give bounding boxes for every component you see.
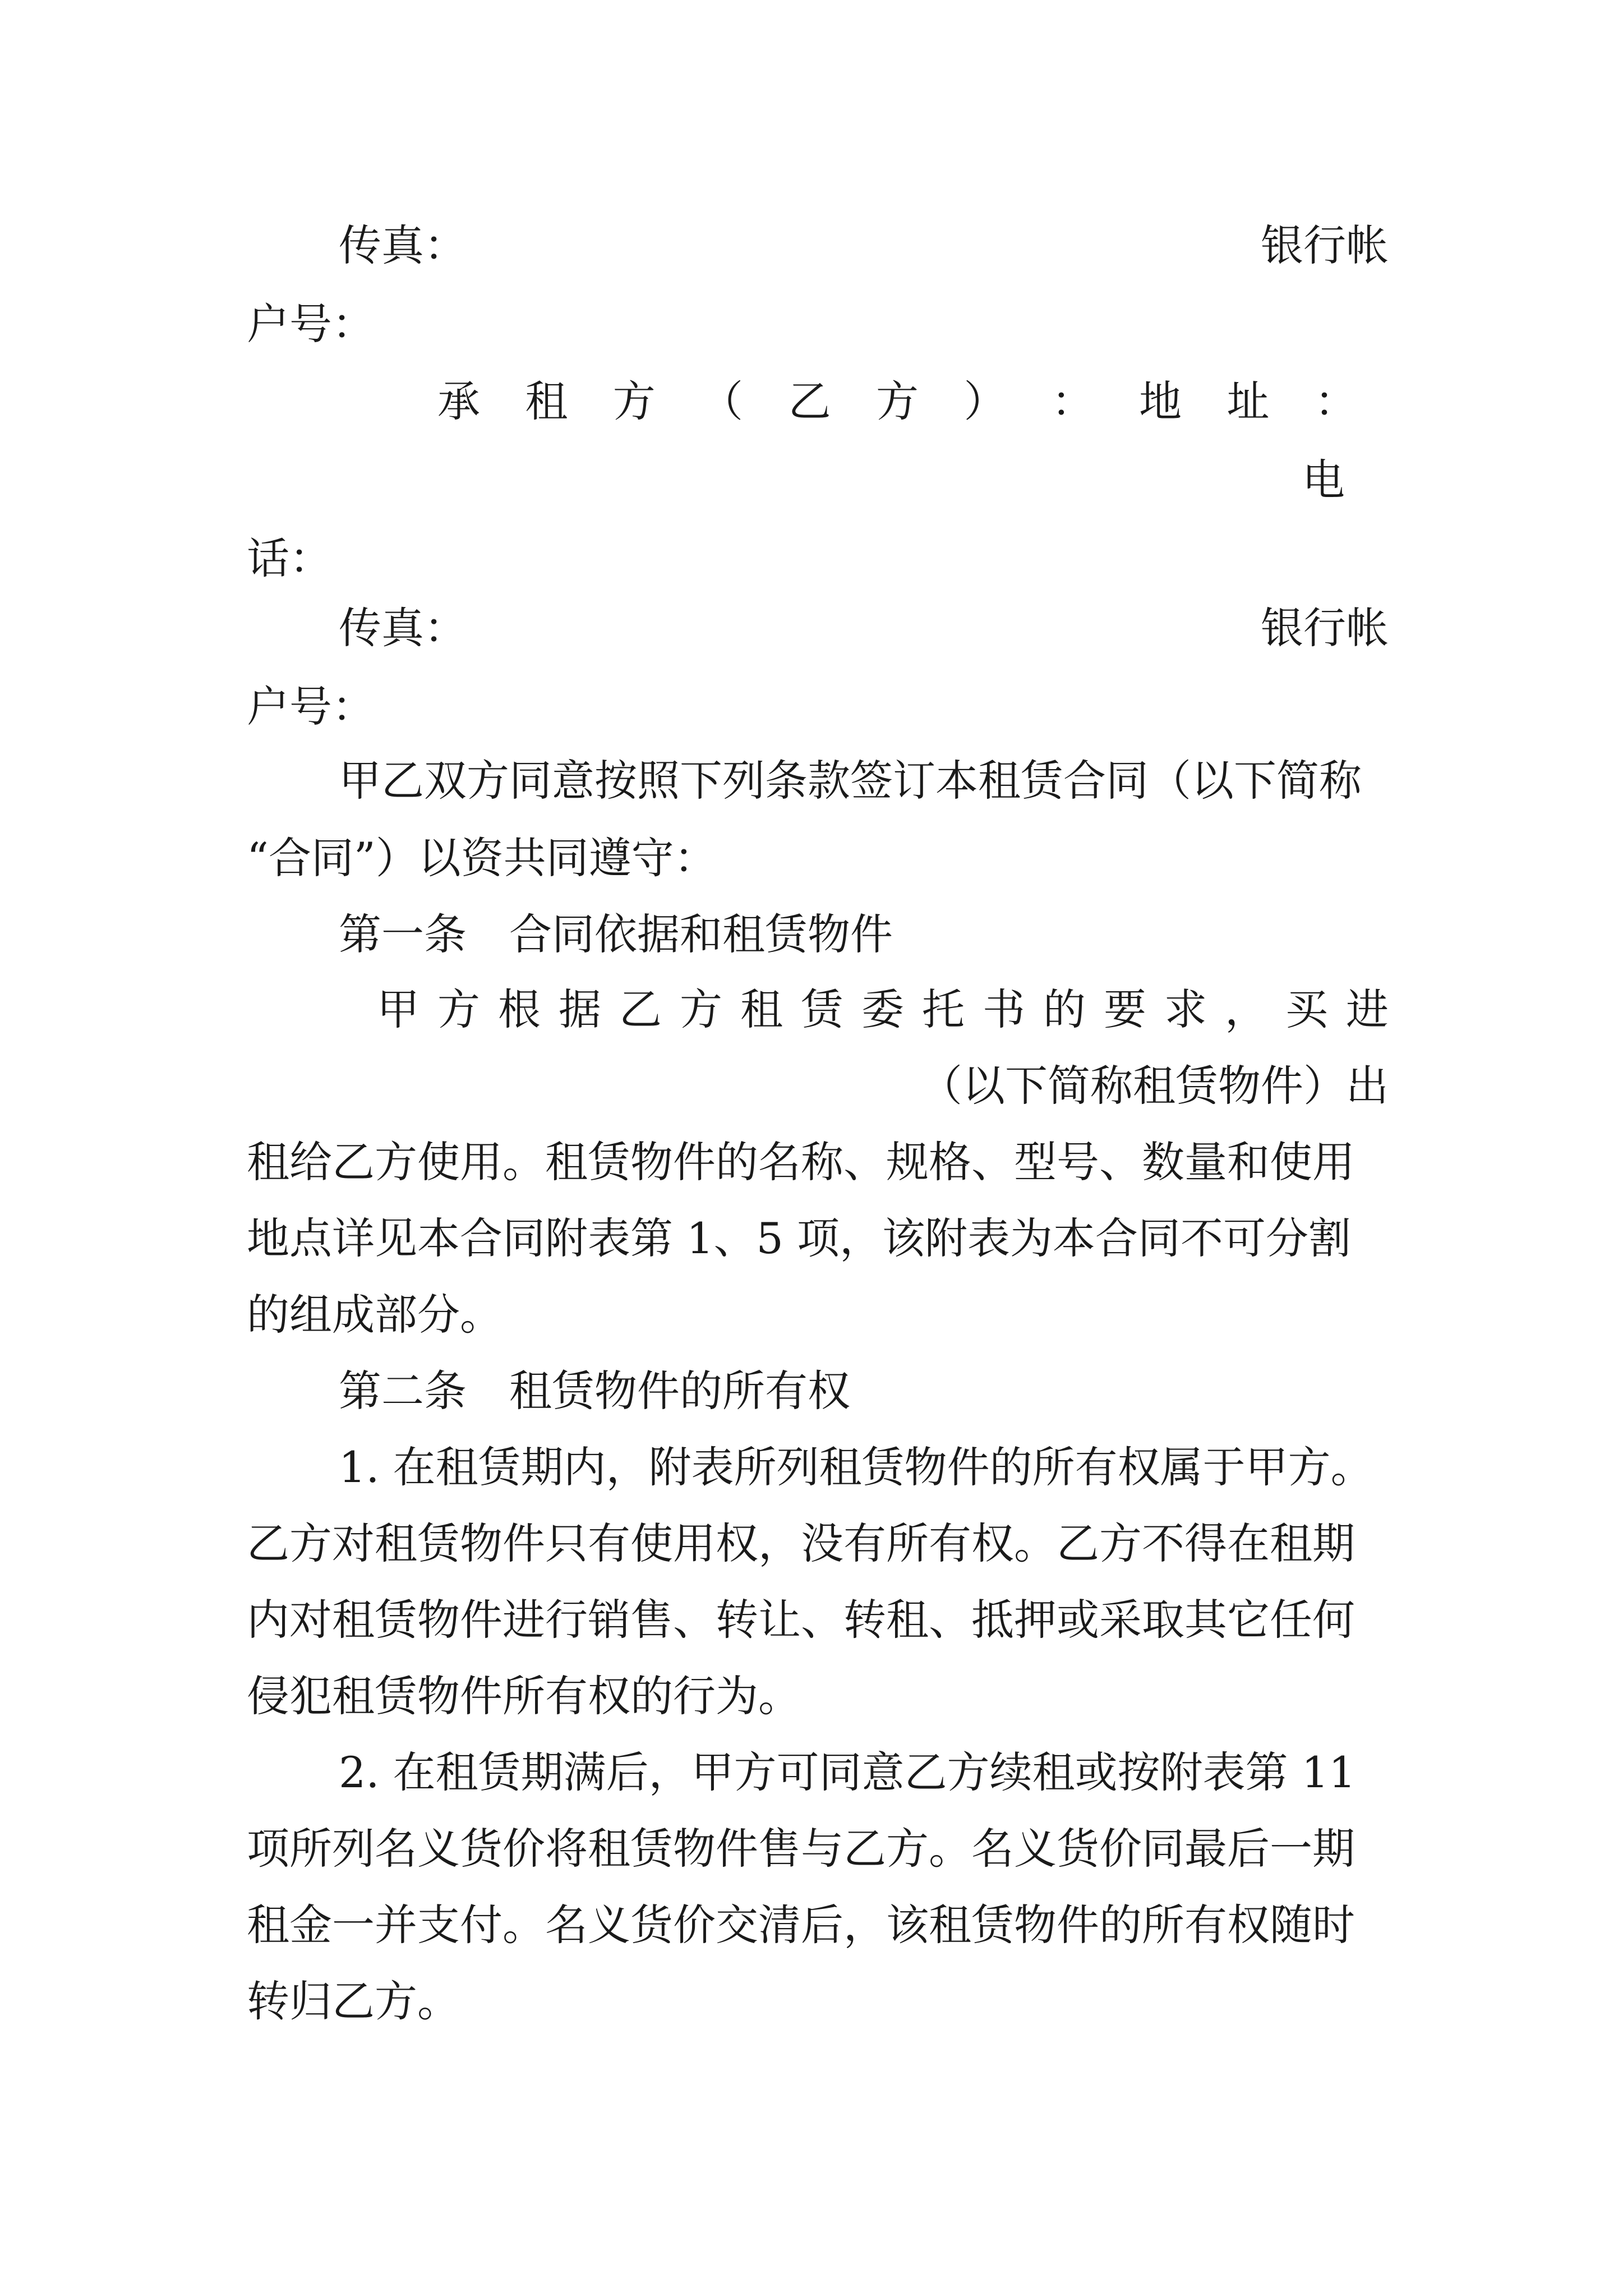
spread-char: 委 [861,984,904,1034]
spread-char: 乙 [788,376,831,426]
spread-char: 址 [1227,376,1270,426]
phone-label-part1: 电 [1302,455,1345,505]
account-number-label-lessee: 户号： [247,682,375,731]
article-2-item2-line1: 2. 在租赁期满后，甲方可同意乙方续租或按附表第 11 [339,1747,1356,1797]
spread-char: ： [1314,376,1357,426]
spread-char: 买 [1285,984,1328,1034]
spread-char: （ [700,376,744,426]
bank-account-label-lessor: 银行帐 [1261,220,1389,270]
spread-char: 赁 [801,984,843,1034]
account-number-label-lessor: 户号： [247,299,375,349]
spread-char: 方 [437,984,480,1034]
article-1-para-line4: 地点详见本合同附表第 1、5 项，该附表为本合同不可分割 [247,1213,1352,1263]
spread-char: 乙 [619,984,662,1034]
bank-account-label-lessee: 银行帐 [1261,603,1389,653]
spread-char: 进 [1346,984,1389,1034]
article-2-item1-line2: 乙方对租赁物件只有使用权，没有所有权。乙方不得在租期 [247,1519,1355,1568]
spread-char: 求 [1164,984,1207,1034]
article-2-item1-line4: 侵犯租赁物件所有权的行为。 [247,1671,801,1721]
spread-char: 书 [983,984,1025,1034]
spread-char: ） [963,376,1007,426]
lessee-address-line [437,376,1357,426]
spread-char: 的 [1043,984,1086,1034]
agreement-intro-line2: “合同”）以资共同遵守： [247,833,717,883]
phone-label-part2: 话： [247,533,332,583]
agreement-intro-line1: 甲乙双方同意按照下列条款签订本租赁合同（以下简称 [339,756,1362,806]
spread-char: 据 [559,984,601,1034]
spread-char: ： [1051,376,1094,426]
article-2-item2-line3: 租金一并支付。名义货价交清后，该租赁物件的所有权随时 [247,1900,1355,1950]
spread-char: 方 [612,376,656,426]
fax-label-lessor: 传真： [339,220,467,270]
article-2-item2-line4: 转归乙方。 [247,1976,460,2026]
spread-char: 托 [922,984,965,1034]
spread-char: 要 [1104,984,1146,1034]
spread-char: 地 [1139,376,1182,426]
spread-char: 方 [875,376,919,426]
article-1-heading: 第一条 合同依据和租赁物件 [339,909,893,959]
spread-char: 租 [525,376,568,426]
spread-char: 租 [740,984,783,1034]
spread-char: 根 [498,984,541,1034]
article-2-item1-line3: 内对租赁物件进行销售、转让、转租、抵押或采取其它任何 [247,1595,1355,1645]
article-1-para-line1 [377,984,1389,1034]
spread-char: 承 [437,376,480,426]
fax-label-lessee: 传真： [339,603,467,653]
spread-char: 甲 [377,984,419,1034]
article-2-heading: 第二条 租赁物件的所有权 [339,1366,850,1416]
article-1-para-line3: 租给乙方使用。租赁物件的名称、规格、型号、数量和使用 [247,1137,1355,1187]
article-1-para-line2: （以下简称租赁物件）出 [920,1061,1389,1111]
article-2-item2-line2: 项所列名义货价将租赁物件售与乙方。名义货价同最后一期 [247,1824,1355,1874]
article-2-item1-line1: 1. 在租赁期内，附表所列租赁物件的所有权属于甲方。 [339,1442,1373,1492]
spread-char: 方 [680,984,722,1034]
spread-char: ， [1225,984,1267,1034]
article-1-para-line5: 的组成部分。 [247,1290,502,1340]
